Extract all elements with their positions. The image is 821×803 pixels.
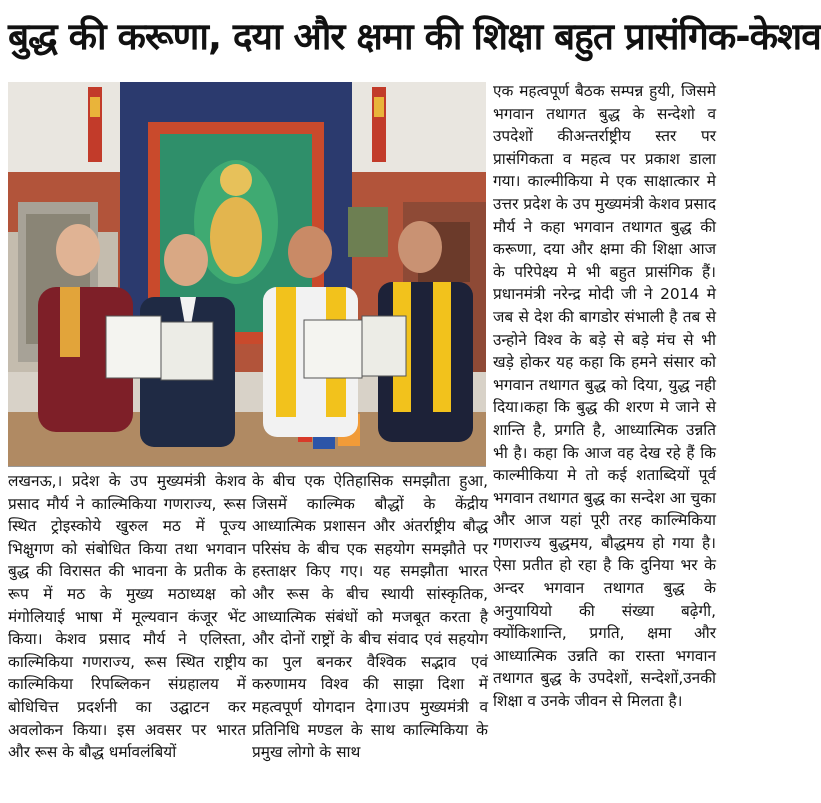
article-column-middle — [252, 470, 488, 764]
signing-ceremony-photo — [8, 82, 486, 466]
article-column-right — [493, 80, 716, 713]
article-column-left — [8, 470, 246, 764]
article-text-middle: के बीच एक ऐतिहासिक समझौता हुआ, जिसमें काल्मिक बौद्धों के केंद्रीय आध्यात्मिक प्रशासन और अंतर्राष्ट्रीय बौद्ध परिसंघ के बीच एक सहयोग समझौते पर हस्ताक्षर किए गए। यह समझौता भारत और रूस के बीच स्थायी सांस्कृतिक, आध्यात्मिक संबंधों को मजबूत करता है और दोनों राष्ट्रों के बीच संवाद एवं सहयोग का पुल बनकर वैश्विक सद्भाव एवं करुणामय विश्व की साझा दिशा में महत्वपूर्ण योगदान देगा।उप मुख्यमंत्री व प्रतिनिधि मण्डल के साथ काल्मिकिया के प्रमुख लोगो के साथ — [252, 472, 488, 762]
article-text-right: एक महत्वपूर्ण बैठक सम्पन्न हुयी, जिसमे भगवान तथागत बुद्ध के सन्देशो व उपदेशों कीअन्तर्राष्ट्रीय स्तर पर प्रासंगिकता व महत्व पर प्रकाश डाला गया। काल्मीकिया मे एक साक्षात्कार मे उत्तर प्रदेश के उप मुख्यमंत्री केशव प्रसाद मौर्य ने कहा भगवान तथागत बुद्ध की करूणा, दया और क्षमा की शिक्षा आज के परिपेक्ष्य मे भी बहुत प्रासंगिक हैं। प्रधानमंत्री नरेन्द्र मोदी जी ने 2014 मे जब से देश की बागडोर संभाली है तब से उन्होने विश्व के बड़े से बड़े मंच से भी खड़े होकर यह कहा कि हमने संसार को भगवान तथागत बुद्ध को दिया, युद्ध नही दिया।कहा कि बुद्ध की शरण मे जाने से शान्ति है, प्रगति है, आध्यात्मिक उन्नति भी है। कहा कि आज वह देख रहे हैं कि काल्मीकिया मे तो कई शताब्दियों पूर्व भगवान तथागत बुद्ध का सन्देश आ चुका और आज यहां पूरी तरह काल्मिकिया गणराज्य बुद्धमय, बौद्धमय हो गया है। ऐसा प्रतीत हो रहा है कि दुनिया भर के अन्दर भगवान तथागत बुद्ध के अनुयायियो की संख्या बढ़ेगी, क्योंकिशान्ति, प्रगति, क्षमा और आध्यात्मिक उन्नति का रास्ता भगवान तथागत बुद्ध के उपदेशों, सन्देशों,उनकी शिक्षा व उनके जीवन से मिलता है। — [493, 82, 716, 711]
article-text-left: लखनऊ,। प्रदेश के उप मुख्यमंत्री केशव प्रसाद मौर्य ने काल्मिकिया गणराज्य, रूस स्थित ट्रोइस्कोये खुरुल मठ में पूज्य भिक्षुगण को संबोधित किया तथा भगवान बुद्ध की विरासत की भावना के प्रतीक के रूप में मठ के मुख्य मठाध्यक्ष को मंगोलियाई भाषा में मूल्यवान कंजूर भेंट किया। केशव प्रसाद मौर्य ने एलिस्ता, काल्मिकिया गणराज्य, रूस स्थित राष्ट्रीय काल्मिकिया रिपब्लिकन संग्रहालय में बोधिचित्त प्रदर्शनी का उद्घाटन कर अवलोकन किया। इस अवसर पर भारत और रूस के बौद्ध धर्मावलंबियों — [8, 472, 246, 762]
photo-divider — [8, 466, 486, 467]
news-photo — [8, 82, 486, 466]
headline: बुद्ध की करूणा, दया और क्षमा की शिक्षा बहुत प्रासंगिक-केशव — [8, 15, 821, 58]
